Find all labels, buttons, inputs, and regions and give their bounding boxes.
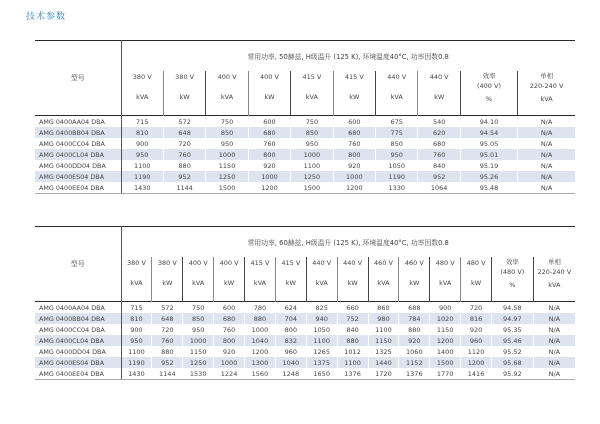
single-phase-header xyxy=(533,257,575,302)
table-row xyxy=(35,368,575,380)
single-phase-header-line1: 单相 xyxy=(547,258,561,266)
unit-label: kW xyxy=(349,93,360,101)
value-cell: 715 xyxy=(121,302,152,314)
value-cell: 1200 xyxy=(248,182,290,194)
voltage-label: 440 V xyxy=(343,259,363,267)
model-cell: AMG 0400ES04 DBA xyxy=(35,357,121,368)
value-cell: 800 xyxy=(214,335,245,346)
value-cell: 1650 xyxy=(306,368,337,380)
page-title: 技术参数 xyxy=(26,12,67,22)
value-cell: 1400 xyxy=(430,346,461,357)
value-cell: 1000 xyxy=(245,324,276,335)
voltage-label: 440 V xyxy=(387,73,407,81)
table-row xyxy=(35,313,575,324)
unit-label: kVA xyxy=(192,279,205,287)
value-cell: 952 xyxy=(418,171,460,182)
model-cell: AMG 0400EE04 DBA xyxy=(35,182,121,194)
value-cell: 1040 xyxy=(275,357,306,368)
value-cell: 950 xyxy=(183,324,214,335)
value-cell: 920 xyxy=(333,160,375,171)
voltage-unit-header xyxy=(163,71,205,116)
value-cell: 715 xyxy=(121,116,163,128)
voltage-label: 460 V xyxy=(373,259,393,267)
value-cell: 880 xyxy=(152,346,183,357)
value-cell: 800 xyxy=(275,324,306,335)
voltage-unit-header xyxy=(121,257,152,302)
value-cell: 960 xyxy=(275,346,306,357)
value-cell: 1200 xyxy=(245,346,276,357)
unit-label: kVA xyxy=(220,93,234,101)
efficiency-cell: 95.46 xyxy=(492,335,534,346)
value-cell: 800 xyxy=(333,149,375,160)
voltage-unit-header xyxy=(121,71,163,116)
voltage-unit-header xyxy=(430,257,461,302)
value-cell: 540 xyxy=(418,116,460,128)
unit-label: kW xyxy=(470,279,482,287)
value-cell: 950 xyxy=(121,149,163,160)
value-cell: 810 xyxy=(121,313,152,324)
voltage-unit-header xyxy=(291,71,333,116)
value-cell: 1100 xyxy=(128,347,145,356)
single-phase-header-unit: kVA xyxy=(548,281,561,289)
model-cell: AMG 0400CC04 DBA xyxy=(35,324,121,335)
efficiency-cell: 95.35 xyxy=(492,324,534,335)
value-cell: 648 xyxy=(152,313,183,324)
value-cell: 1248 xyxy=(275,368,306,380)
value-cell: 1020 xyxy=(430,313,461,324)
value-cell: 1000 xyxy=(183,335,214,346)
spec-table-60hz xyxy=(35,226,575,380)
efficiency-header xyxy=(460,71,517,116)
efficiency-header-line1: 效率 xyxy=(505,258,519,266)
voltage-label: 400 V xyxy=(260,73,279,81)
value-cell: 1100 xyxy=(306,335,337,346)
model-cell: AMG 0400AA04 DBA xyxy=(35,116,121,128)
condition-header: 常用功率, 50赫兹, H级温升 (125 K), 环境温度40°C, 功率因数0.8 xyxy=(121,41,575,72)
model-cell: AMG 0400CC04 DBA xyxy=(35,138,121,149)
efficiency-cell: 94.54 xyxy=(460,127,517,138)
unit-label: kVA xyxy=(305,93,319,101)
value-cell: 952 xyxy=(152,357,183,368)
efficiency-header-unit: % xyxy=(509,281,516,289)
value-cell: 1100 xyxy=(133,161,151,170)
value-cell: 1060 xyxy=(399,346,430,357)
single-phase-header-unit: kVA xyxy=(540,95,553,103)
voltage-unit-header xyxy=(275,257,306,302)
value-cell: 1500 xyxy=(291,182,333,194)
value-cell: 920 xyxy=(248,160,290,171)
table-row xyxy=(35,116,575,128)
table-row xyxy=(35,138,575,149)
single-phase-cell: N/A xyxy=(533,368,575,380)
value-cell: 1150 xyxy=(368,335,399,346)
single-phase-cell: N/A xyxy=(533,324,575,335)
value-cell: 1190 xyxy=(121,171,163,182)
value-cell: 572 xyxy=(163,116,205,128)
value-cell: 648 xyxy=(163,127,205,138)
voltage-unit-header xyxy=(206,71,248,116)
value-cell: 1440 xyxy=(368,357,399,368)
value-cell: 750 xyxy=(291,116,333,128)
value-cell: 1064 xyxy=(418,182,460,194)
value-cell: 750 xyxy=(206,116,248,128)
single-phase-cell: N/A xyxy=(518,149,575,160)
efficiency-cell: 95.52 xyxy=(492,346,534,357)
voltage-label: 415 V xyxy=(250,259,270,267)
single-phase-cell: N/A xyxy=(518,171,575,182)
value-cell: 900 xyxy=(130,325,143,334)
single-phase-cell: N/A xyxy=(518,182,575,194)
value-cell: 660 xyxy=(337,302,368,314)
model-cell: AMG 0400DD04 DBA xyxy=(35,346,121,357)
value-cell: 950 xyxy=(376,149,418,160)
value-cell: 1500 xyxy=(430,357,461,368)
voltage-unit-header xyxy=(376,71,418,116)
value-cell: 1000 xyxy=(248,171,290,182)
single-phase-cell: N/A xyxy=(533,302,575,314)
value-cell: 850 xyxy=(376,138,418,149)
value-cell: 1120 xyxy=(461,346,492,357)
value-cell: 840 xyxy=(337,324,368,335)
value-cell: 1416 xyxy=(461,368,492,380)
value-cell: 1250 xyxy=(291,171,333,182)
value-cell: 720 xyxy=(163,138,205,149)
table-row xyxy=(35,302,575,314)
value-cell: 760 xyxy=(333,138,375,149)
value-cell: 950 xyxy=(291,138,333,149)
value-cell: 1000 xyxy=(333,171,375,182)
value-cell: 680 xyxy=(333,127,375,138)
voltage-label: 400 V xyxy=(217,73,237,81)
value-cell: 760 xyxy=(248,138,290,149)
voltage-unit-header xyxy=(245,257,276,302)
value-cell: 1100 xyxy=(368,324,399,335)
value-cell: 752 xyxy=(337,313,368,324)
value-cell: 1152 xyxy=(399,357,430,368)
value-cell: 1376 xyxy=(337,368,368,380)
unit-label: kW xyxy=(162,279,173,287)
value-cell: 780 xyxy=(245,302,276,314)
value-cell: 1250 xyxy=(183,357,214,368)
value-cell: 1500 xyxy=(206,182,248,194)
value-cell: 775 xyxy=(376,127,418,138)
efficiency-cell: 95.68 xyxy=(492,357,534,368)
value-cell: 680 xyxy=(214,313,245,324)
value-cell: 850 xyxy=(291,127,333,138)
value-cell: 1144 xyxy=(152,368,183,380)
value-cell: 900 xyxy=(136,139,149,148)
value-cell: 1050 xyxy=(306,324,337,335)
voltage-label: 480 V xyxy=(435,259,455,267)
efficiency-header-line2: (400 V) xyxy=(477,82,501,90)
value-cell: 880 xyxy=(337,335,368,346)
efficiency-cell: 94.58 xyxy=(492,302,534,314)
value-cell: 810 xyxy=(121,127,163,138)
value-cell: 1200 xyxy=(333,182,375,194)
value-cell: 1190 xyxy=(121,357,152,368)
value-cell: 950 xyxy=(206,138,248,149)
voltage-unit-header xyxy=(461,257,492,302)
header-row-condition xyxy=(35,41,575,72)
value-cell: 816 xyxy=(461,313,492,324)
single-phase-cell: N/A xyxy=(533,346,575,357)
value-cell: 624 xyxy=(275,302,306,314)
value-cell: 952 xyxy=(163,171,205,182)
value-cell: 760 xyxy=(152,335,183,346)
value-cell: 760 xyxy=(418,149,460,160)
voltage-label: 380 V xyxy=(157,259,177,267)
table-row xyxy=(35,324,575,335)
efficiency-cell: 95.26 xyxy=(460,171,517,182)
unit-label: kVA xyxy=(377,279,390,287)
value-cell: 600 xyxy=(248,116,290,128)
voltage-unit-header xyxy=(333,71,375,116)
value-cell: 900 xyxy=(430,302,461,314)
value-cell: 1040 xyxy=(245,335,276,346)
value-cell: 1150 xyxy=(206,160,248,171)
value-cell: 1560 xyxy=(245,368,276,380)
value-cell: 825 xyxy=(306,302,337,314)
value-cell: 1265 xyxy=(306,346,337,357)
table-row xyxy=(35,346,575,357)
value-cell: 860 xyxy=(368,302,399,314)
value-cell: 1100 xyxy=(337,357,368,368)
voltage-label: 380 V xyxy=(132,73,152,81)
value-cell: 680 xyxy=(248,127,290,138)
value-cell: 675 xyxy=(376,116,418,128)
efficiency-cell: 95.05 xyxy=(460,138,517,149)
value-cell: 1150 xyxy=(430,324,461,335)
voltage-label: 380 V xyxy=(126,259,146,267)
value-cell: 720 xyxy=(152,324,183,335)
unit-label: kVA xyxy=(439,279,452,287)
value-cell: 950 xyxy=(121,335,152,346)
value-cell: 1720 xyxy=(368,368,399,380)
value-cell: 880 xyxy=(163,160,205,171)
value-cell: 800 xyxy=(248,149,290,160)
value-cell: 1375 xyxy=(306,357,337,368)
model-header: 型号 xyxy=(35,41,121,116)
single-phase-cell: N/A xyxy=(533,335,575,346)
value-cell: 1224 xyxy=(214,368,245,380)
value-cell: 1376 xyxy=(399,368,430,380)
value-cell: 572 xyxy=(152,302,183,314)
table-row xyxy=(35,182,575,194)
efficiency-header-line2: (480 V) xyxy=(500,268,525,276)
value-cell: 1250 xyxy=(206,171,248,182)
unit-label: kVA xyxy=(390,93,403,101)
single-phase-cell: N/A xyxy=(533,357,575,368)
model-cell: AMG 0400CL04 DBA xyxy=(35,335,121,346)
value-cell: 688 xyxy=(399,302,430,314)
voltage-unit-header xyxy=(183,257,214,302)
value-cell: 1100 xyxy=(291,160,333,171)
unit-label: kW xyxy=(264,93,275,101)
value-cell: 600 xyxy=(214,302,245,314)
unit-label: kVA xyxy=(253,279,267,287)
single-phase-header-line2: 220-240 V xyxy=(529,82,564,90)
unit-label: kW xyxy=(409,279,420,287)
value-cell: 760 xyxy=(214,324,245,335)
single-phase-header-line2: 220-240 V xyxy=(537,268,572,276)
voltage-label: 380 V xyxy=(175,73,195,81)
value-cell: 620 xyxy=(418,127,460,138)
unit-label: kW xyxy=(223,279,235,287)
single-phase-cell: N/A xyxy=(518,116,575,128)
voltage-unit-header xyxy=(214,257,245,302)
voltage-label: 400 V xyxy=(219,259,239,267)
model-cell: AMG 0400BB04 DBA xyxy=(35,313,121,324)
model-cell: AMG 0400CL04 DBA xyxy=(35,149,121,160)
voltage-unit-header xyxy=(248,71,290,116)
value-cell: 1430 xyxy=(121,182,163,194)
value-cell: 1325 xyxy=(368,346,399,357)
efficiency-cell: 95.19 xyxy=(460,160,517,171)
model-cell: AMG 0400EE04 DBA xyxy=(35,368,121,380)
voltage-label: 415 V xyxy=(302,73,322,81)
voltage-label: 415 V xyxy=(281,259,301,267)
model-header: 型号 xyxy=(35,227,121,302)
value-cell: 1144 xyxy=(163,182,205,194)
header-row-condition xyxy=(35,227,575,258)
value-cell: 750 xyxy=(183,302,214,314)
voltage-label: 440 V xyxy=(312,259,332,267)
voltage-label: 460 V xyxy=(404,259,424,267)
value-cell: 760 xyxy=(163,149,205,160)
single-phase-cell: N/A xyxy=(518,160,575,171)
value-cell: 940 xyxy=(306,313,337,324)
value-cell: 1770 xyxy=(430,368,461,380)
efficiency-header-unit: % xyxy=(485,95,493,103)
voltage-unit-header xyxy=(306,257,337,302)
efficiency-cell: 94.10 xyxy=(460,116,517,128)
value-cell: 980 xyxy=(368,313,399,324)
efficiency-cell: 95.48 xyxy=(460,182,517,194)
value-cell: 720 xyxy=(461,302,492,314)
unit-label: kW xyxy=(179,93,190,101)
spec-table-50hz xyxy=(35,40,575,194)
value-cell: 1530 xyxy=(183,368,214,380)
value-cell: 920 xyxy=(399,335,430,346)
value-cell: 880 xyxy=(399,324,430,335)
unit-label: kW xyxy=(285,279,296,287)
value-cell: 1012 xyxy=(337,346,368,357)
value-cell: 1000 xyxy=(206,149,248,160)
value-cell: 600 xyxy=(333,116,375,128)
voltage-label: 415 V xyxy=(344,73,364,81)
value-cell: 960 xyxy=(461,335,492,346)
value-cell: 1200 xyxy=(461,357,492,368)
value-cell: 1150 xyxy=(183,346,214,357)
value-cell: 1190 xyxy=(376,171,418,182)
voltage-unit-header xyxy=(418,71,460,116)
model-cell: AMG 0400DD04 DBA xyxy=(35,160,121,171)
voltage-label: 480 V xyxy=(466,259,486,267)
voltage-unit-header xyxy=(399,257,430,302)
model-cell: AMG 0400ES04 DBA xyxy=(35,171,121,182)
value-cell: 1000 xyxy=(291,149,333,160)
value-cell: 680 xyxy=(418,138,460,149)
value-cell: 1330 xyxy=(376,182,418,194)
unit-label: kVA xyxy=(136,93,149,101)
efficiency-header-line1: 效率 xyxy=(482,72,496,80)
value-cell: 704 xyxy=(275,313,306,324)
efficiency-cell: 94.97 xyxy=(492,313,534,324)
value-cell: 832 xyxy=(275,335,306,346)
table-row xyxy=(35,171,575,182)
single-phase-header xyxy=(518,71,575,116)
efficiency-cell: 95.01 xyxy=(460,149,517,160)
table-row xyxy=(35,357,575,368)
single-phase-cell: N/A xyxy=(518,127,575,138)
voltage-unit-header xyxy=(152,257,183,302)
value-cell: 1430 xyxy=(121,368,152,380)
table-row xyxy=(35,160,575,171)
voltage-label: 400 V xyxy=(188,259,208,267)
model-cell: AMG 0400AA04 DBA xyxy=(35,302,121,314)
table-row xyxy=(35,149,575,160)
value-cell: 1300 xyxy=(245,357,276,368)
value-cell: 840 xyxy=(418,160,460,171)
voltage-unit-header xyxy=(368,257,399,302)
table-row xyxy=(35,335,575,346)
value-cell: 920 xyxy=(461,324,492,335)
single-phase-cell: N/A xyxy=(518,138,575,149)
model-cell: AMG 0400BB04 DBA xyxy=(35,127,121,138)
efficiency-cell: 95.92 xyxy=(492,368,534,380)
value-cell: 850 xyxy=(206,127,248,138)
value-cell: 1000 xyxy=(214,357,245,368)
unit-label: kW xyxy=(347,279,358,287)
condition-header: 常用功率, 60赫兹, H级温升 (125 K), 环境温度40°C, 功率因数0.8 xyxy=(121,227,575,258)
unit-label: kVA xyxy=(130,279,143,287)
value-cell: 1200 xyxy=(430,335,461,346)
table-row xyxy=(35,127,575,138)
efficiency-header xyxy=(492,257,534,302)
value-cell: 784 xyxy=(399,313,430,324)
unit-label: kVA xyxy=(315,279,328,287)
unit-label: kW xyxy=(434,93,445,101)
value-cell: 850 xyxy=(183,313,214,324)
voltage-unit-header xyxy=(337,257,368,302)
single-phase-cell: N/A xyxy=(533,313,575,324)
single-phase-header-line1: 单相 xyxy=(540,72,554,80)
voltage-label: 440 V xyxy=(429,73,449,81)
value-cell: 1050 xyxy=(376,160,418,171)
value-cell: 920 xyxy=(214,346,245,357)
value-cell: 880 xyxy=(245,313,276,324)
